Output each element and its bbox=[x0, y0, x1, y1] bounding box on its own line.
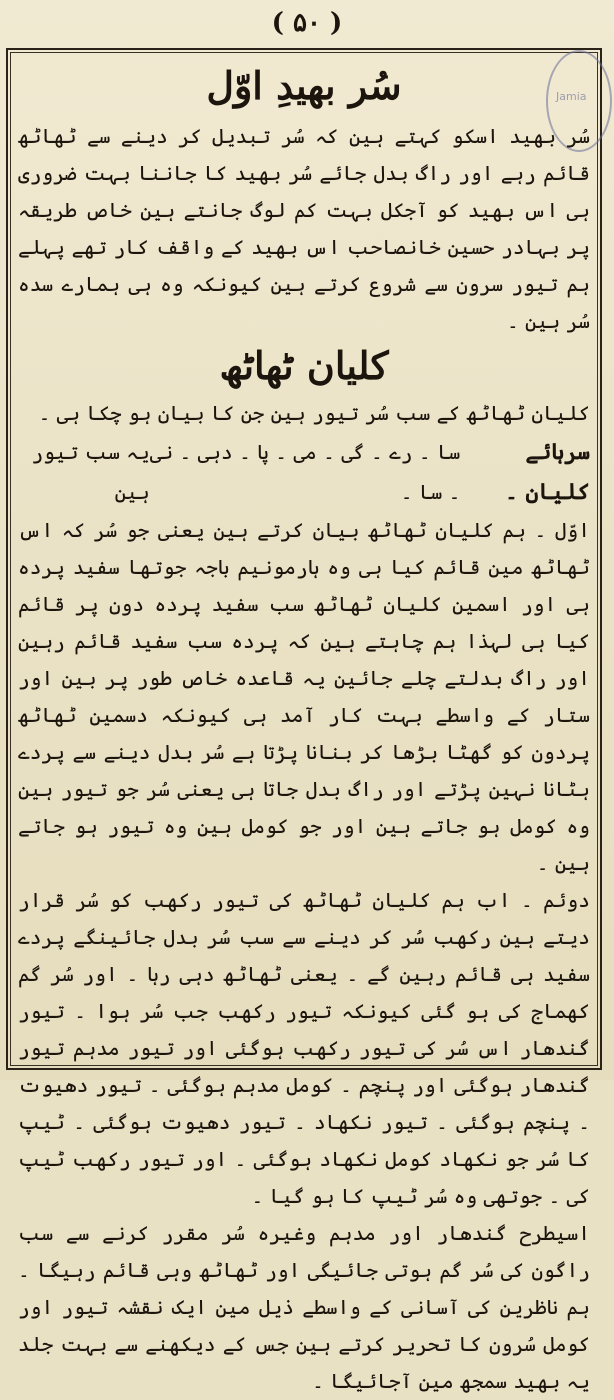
scale-label: سرہائے کلیان ۔ bbox=[504, 439, 590, 506]
section-title-sur-bhed: سُر بھیدِ اوّل bbox=[206, 63, 402, 108]
scale-notes: سا ۔ رے ۔ گی ۔ می ۔ پا ۔ دہی ۔ نی ۔ سا ۔ bbox=[149, 440, 461, 505]
stamp-text: Jamia bbox=[556, 90, 587, 103]
sur-bhed-paragraph: سُر بھید اسکو کہتے ہین کہ سُر تبدیل کر دینے سے ٹھاٹھ قائم رہے اور راگ بدل جائے سُر بھید کا جاننا بہت ضروری ہی اس بھید کو آجکل بہت کم لوگ جانتے ہین خاص طریقہ پر بہادر حسین خانصاحب اس بھید کے واقف کار تھے پہلے ہم تیور سرون سے شروع کرتے ہین کیونکہ وہ ہی ہمارے سدہ سُر ہین ۔ bbox=[18, 123, 590, 333]
page-content bbox=[18, 60, 590, 1400]
kalyan-scale-row bbox=[18, 432, 590, 512]
paragraph-awwal: اوّل ۔ ہم کلیان ٹھاٹھ بیان کرتے ہین یعنی جو سُر کہ اس ٹھاٹھ مین قائم کیا ہی وہ ہارمونیم باجہ جوتھا سفید پردہ ہی اور اسمین کلیان ٹھاٹھ سب سفید پردہ دون پر قائم کیا ہی لہذا ہم چاہتے ہین کہ پردہ سب سفید قائم رہین اور راگ بدلتے چلے جائین یہ قاعدہ خاص طور پر بین اور ستار کے واسطے بہت کار آمد ہی کیونکہ دسمین ٹھاٹھ پردون کو گھٹا بڑھا کر بنانا پڑتا ہے سُر بدل دینے سے پردے ہٹانا نہین پڑتے اور راگ بدل جاتا ہی یعنی سُر جو تیور ہین وہ کومل ہو جاتے ہین اور جو کومل ہین وہ تیور ہو جاتے ہین ۔ bbox=[18, 518, 590, 876]
kalyan-intro: کلیان ٹھاٹھ کے سب سُر تیور ہین جن کا بیان ہو چکا ہی ۔ bbox=[38, 401, 590, 426]
paragraph-doem: دوئم ۔ اب ہم کلیان ٹھاٹھ کی تیور رکھب کو سُر قرار دیتے ہین رکھب سُر کر دینے سے سب سُر بدل جائینگے پردے سفید ہی قائم رہین گے ۔ یعنی ٹھاٹھ دہی رہا ۔ اور سُر گم کھماج کی ہو گئی کیونکہ تیور رکھب جب سُر ہوا ۔ تیور گندھار اس سُر کی تیور رکھب ہوگئی اور تیور مدہم تیور گندھار ہوگئی اور پنچم ۔ کومل مدہم ہوگئی ۔ تیور دھیوت ۔ پنچم ہوگئی ۔ تیور نکھاد ۔ تیور دھیوت ہوگئی ۔ ٹیپ کا سُر جو نکھاد کومل نکھاد ہوگئی ۔ اور تیور رکھب ٹیپ کی ۔ جوتھی وہ سُر ٹیپ کا ہو گیا ۔ bbox=[18, 888, 590, 1209]
page-number: ( ۵۰ ) bbox=[271, 8, 343, 38]
scale-tail: یہ سب تیور ہین bbox=[31, 440, 150, 505]
paragraph-final: اسیطرح گندھار اور مدہم وغیرہ سُر مقرر کرنے سے سب راگون کی سُر گم ہوتی جائیگی اور ٹھاٹھ وہی قائم رہیگا ۔ ہم ناظرین کی آسانی کے واسطے ذیل مین ایک نقشہ تیور اور کومل سُرون کا تحریر کرتے ہین جس کے دیکھنے سے بہت جلد یہ بھید سمجھ مین آجائیگا ۔ bbox=[18, 1221, 590, 1394]
section-title-kalyan-thaat: کلیان ٹھاٹھ bbox=[219, 342, 389, 388]
